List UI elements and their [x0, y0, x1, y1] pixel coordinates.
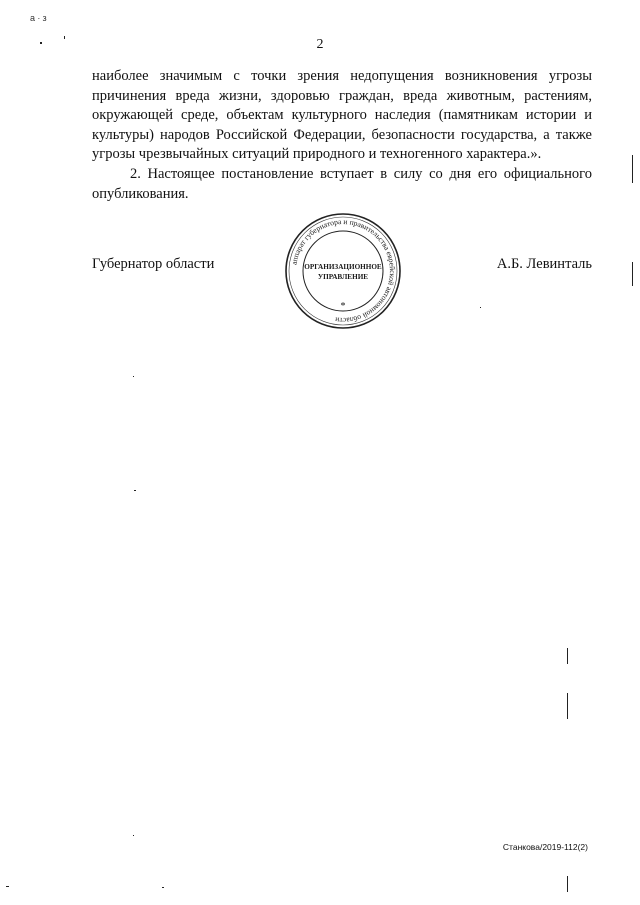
scan-dot — [133, 835, 134, 836]
document-code: Станкова/2019-112(2) — [502, 842, 588, 852]
scan-dot — [134, 490, 136, 491]
scan-dot — [480, 307, 481, 308]
scan-artifact-line — [567, 876, 568, 892]
signatory-position: Губернатор области — [92, 256, 215, 272]
signatory-name: А.Б. Левинталь — [496, 256, 592, 272]
scan-artifact-line — [632, 262, 633, 286]
seal-center-line-1: ОРГАНИЗАЦИОННОЕ — [304, 263, 382, 271]
scan-dot — [6, 886, 9, 887]
scan-dot — [133, 376, 134, 377]
scan-artifact-line — [567, 648, 568, 664]
scan-artifact-line — [567, 693, 568, 719]
seal-center-line-2: УПРАВЛЕНИЕ — [317, 273, 369, 281]
scan-artifact-line — [632, 155, 633, 183]
document-body — [92, 67, 592, 204]
seal-ring-text: аппарат губернатора и правительства еврейской автономной области — [289, 216, 398, 326]
seal-star: * — [340, 301, 346, 312]
paragraph-effective-date: 2. Настоящее постановление вступает в силу со дня его официального опубликования. — [92, 165, 592, 202]
page-number: 2 — [316, 37, 324, 52]
corner-scan-mark: а ∙ з — [30, 13, 47, 23]
paragraph-continuation: наиболее значимым с точки зрения недопущения возникновения угрозы причинения вреда жизни, здоровью граждан, вреда животным, растениям, окружающей среде, объектам культурного наследия (памятникам истории и культуры) народов Российской Федерации, безопасности государства, а также угрозы чрезвычайных ситуаций природного и техногенного характера.». — [92, 68, 592, 163]
official-seal — [284, 212, 402, 330]
scan-dot — [162, 887, 164, 888]
